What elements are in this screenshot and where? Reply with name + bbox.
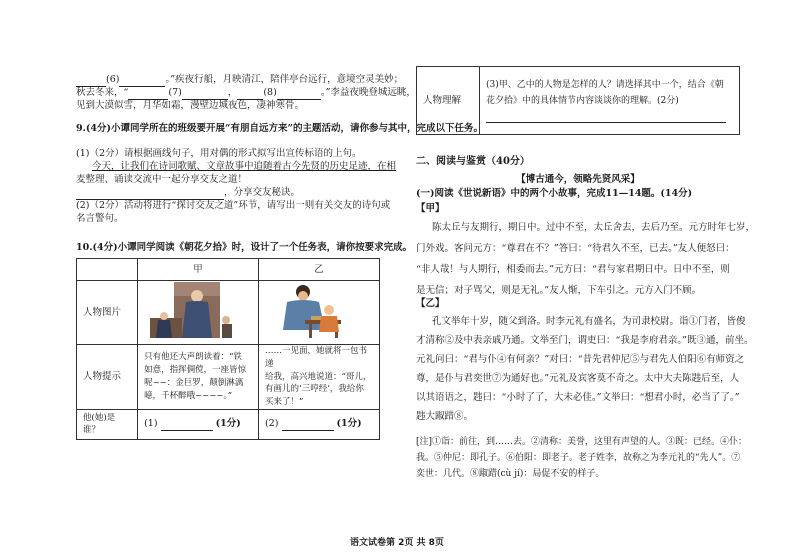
passage-jia: 陈太丘与友期行，期日中。过中不至，太丘舍去，去后乃至。元方时年七岁， 门外戏。客问元方：“尊君在不？”答曰：“待君久不至，已去。”友人便怒曰： “非人哉！与人期行，相委而去。”元方曰：“君与家君期日中。日中不至，则 是无信；对子骂父，则是无礼。”友人惭，下车引之。元方入门不顾。: [416, 222, 756, 296]
answer-blank-1[interactable]: [161, 419, 213, 431]
q9-part1-answer: ，分享交友秘诀。: [76, 186, 300, 200]
poem-line-7-8: 秋去冬来，“ (7) ， (8) 。”李益夜晚登城远眺，: [76, 87, 416, 98]
cell-hint-yi: ……一见面，她就将一包书递 给我，高兴地说道：“哥儿， 有画儿的‘三哼经’，我给你 买来了！”: [259, 345, 380, 410]
q10-task-table: [76, 258, 380, 440]
poem-line-end: 见到大漠似雪，月华如霜，漫壁边城夜色，凄神寒骨。: [76, 100, 305, 111]
page-footer: 语文试卷第 2页 共 8页: [350, 538, 444, 548]
cell-picture-jia: [138, 281, 259, 345]
col-header-yi: 乙: [259, 259, 380, 281]
cell-hint-jia: 只有他还大声朗读着：“铁 如意，指挥倜傥，一座皆惊 呢~~：金巨罗，颠倒淋漓 噫，千杯醉哦~~~~。”: [138, 345, 259, 410]
row-label-picture: 人物图片: [77, 281, 138, 345]
label-jia: 【甲】: [416, 203, 445, 214]
section-subtitle: 【博古通今，领略先贤风采】: [516, 174, 640, 185]
q10-title: 10.(4分)小谭同学阅读《朝花夕拾》时，设计了一个任务表，请你按要求完成。: [76, 242, 413, 253]
q9-part1-prompt: (1)（2分）请根据画线句子，用对偶的形式拟写出宣传标语的上句。: [76, 148, 362, 159]
q9-part2-prompt-2: 名言警句。: [76, 213, 124, 224]
q9-answer-blank[interactable]: [76, 188, 224, 200]
row-label-understanding: 人物理解: [417, 67, 480, 135]
col-header-jia: 甲: [138, 259, 259, 281]
passage-yi: 孔文举年十岁，随父到洛。时李元礼有盛名，为司隶校尉。诣①门者，皆俊 才清称②及中表亲戚乃通。文举至门，谓吏曰：“我是李府君亲。”既③通，前坐。 元礼问曰：“君与仆④有何亲？”对曰：“昔先君仲尼⑤与君先人伯阳⑥有师资之 尊，是仆与君奕世⑦为通好也。”元礼及宾客莫不奇之。太中大夫陈韪后至，人 以其语语之，韪曰：“小时了了，大未必佳。”文举曰：“想君小时，必当了了。” 韪大踧踖⑧。: [416, 316, 754, 422]
row-label-who: 他(她)是谁？: [77, 409, 138, 439]
part1-title: (一)阅读《世说新语》中的两个小故事，完成11—14题。(14分): [416, 188, 693, 199]
annotation-notes: [注]①诣：前往，到……去。②清称：美誉，这里有声望的人。③既：已经。④仆： 我。⑤仲尼：即孔子。⑥伯阳：即老子。老子姓李，故称之为李元礼的“先人”。⑦ 奕世：几代。⑧踧踖(cù jí)：局促不安的样子。: [416, 437, 748, 479]
section-title: 二、阅读与鉴赏（40分）: [416, 156, 530, 167]
row-label-hint: 人物提示: [77, 345, 138, 410]
q9-part2-prompt: (2)（2分）活动将进行“探讨交友之道”环节，请写出一则有关交友的诗句或: [76, 200, 391, 211]
q10-part3-table: [416, 66, 740, 135]
cell-understanding: (3)甲、乙中的人物是怎样的人？请选择其中一个，结合《朝 花夕拾》中的具体情节内容谈谈你的理解。(2分): [480, 67, 740, 135]
q9-part1-passage: 今天，让我们在诗词歌赋、文章故事中追随着古今先贤的历史足迹，在相: [92, 161, 397, 172]
q9-part1-passage-2: 麦整理、诵读交流中一起分享交友之道！: [76, 174, 248, 185]
understanding-answer-blank[interactable]: [486, 111, 726, 123]
illustration-nanny: [265, 282, 365, 338]
poem-line-6: (6) 。”疾夜行船，月映清江，陪伴亭台远行，意境空灵美妙；: [76, 73, 403, 87]
illustration-reading-man: [144, 282, 244, 338]
cell-picture-yi: [259, 281, 380, 345]
q9-title: 9.(4分)小谭同学所在的班级要开展“有朋自远方来”的主题活动，请你参与其中，完成以下任务。: [76, 123, 483, 134]
answer-blank-2[interactable]: [282, 419, 334, 431]
label-yi: 【乙】: [416, 298, 445, 309]
cell-answer-yi: (2) (1分): [259, 409, 380, 439]
cell-answer-jia: (1) (1分): [138, 409, 259, 439]
